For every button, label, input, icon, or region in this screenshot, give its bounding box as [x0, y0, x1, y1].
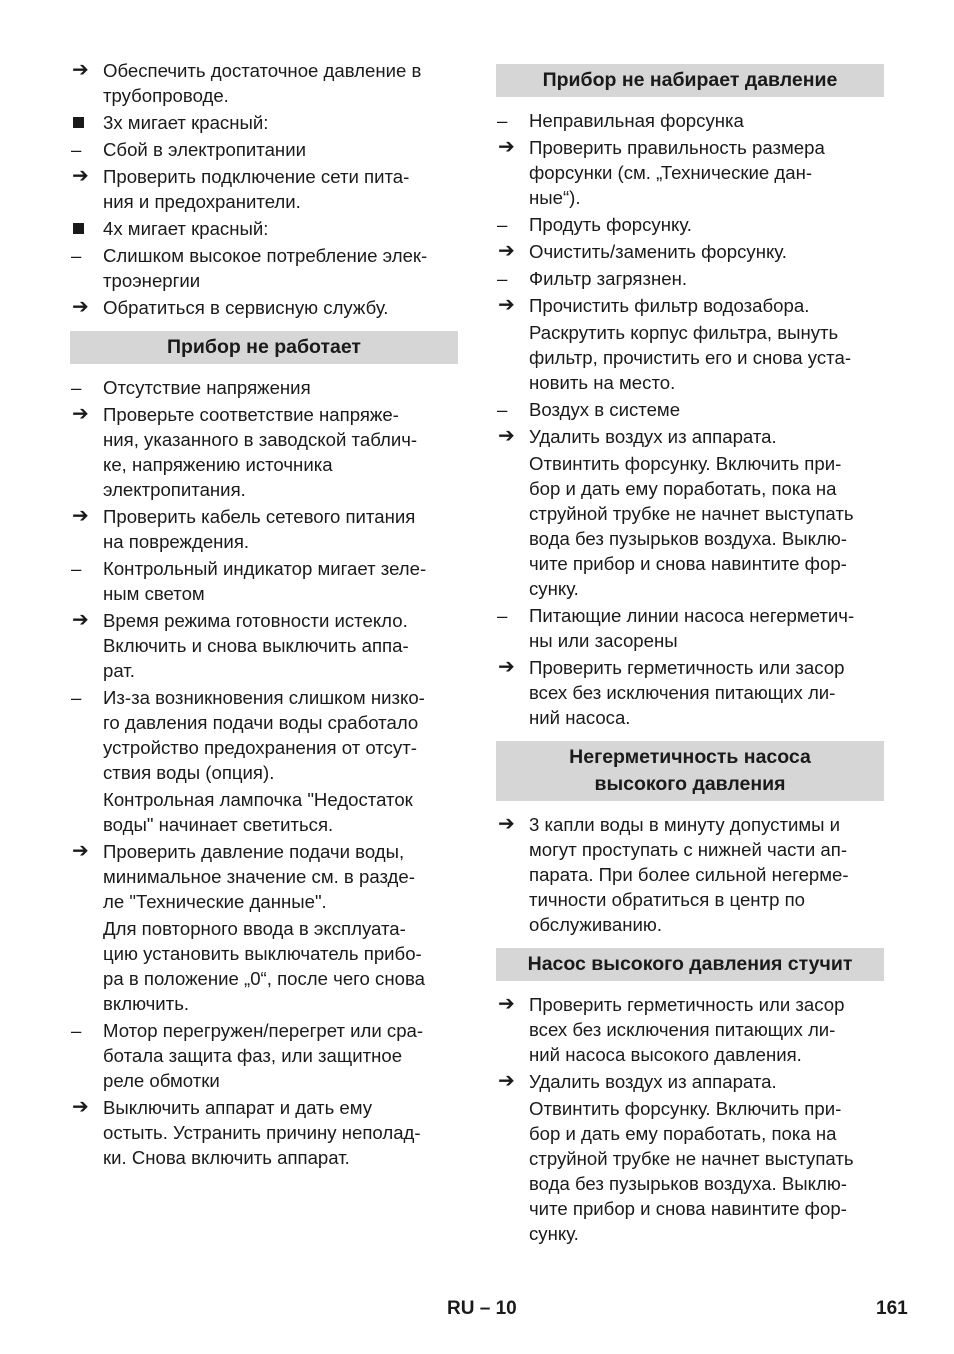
arrow-right-icon: ➔: [498, 1070, 515, 1092]
paragraph: Отвинтить форсунку. Включить при- бор и дать ему поработать, пока на струйной трубке не начнет выступать вода без пузырьков воздуха. Выклю- чите прибор и снова навинтите фор- сунку.: [529, 453, 854, 599]
dash-bullet-icon: –: [497, 110, 508, 131]
paragraph: Отвинтить форсунку. Включить при- бор и дать ему поработать, пока на струйной трубке не начнет выступать вода без пузырьков воздуха. Выклю- чите прибор и снова навинтите фор- сунку.: [529, 1098, 854, 1244]
item-text: 4x мигает красный:: [103, 218, 269, 239]
footer-lang-page: RU – 10: [447, 1298, 517, 1319]
dash-bullet-icon: –: [71, 687, 82, 708]
cause-item: [70, 137, 458, 162]
left-column: [70, 58, 458, 1172]
item-text: Контрольный индикатор мигает зеле- ным светом: [103, 558, 427, 604]
action-item: [70, 58, 458, 108]
status-item: [70, 216, 458, 241]
arrow-right-icon: ➔: [498, 294, 515, 316]
arrow-right-icon: ➔: [72, 59, 89, 81]
item-text: Удалить воздух из аппарата.: [529, 426, 777, 447]
dash-bullet-icon: –: [71, 558, 82, 579]
section-heading: Прибор не набирает давление: [496, 64, 884, 97]
dash-bullet-icon: –: [497, 605, 508, 626]
arrow-right-icon: ➔: [498, 425, 515, 447]
action-item: [496, 812, 884, 937]
action-item: [70, 402, 458, 502]
action-item: [496, 992, 884, 1067]
item-text: Фильтр загрязнен.: [529, 268, 688, 289]
action-item: [496, 239, 884, 264]
cause-item: [496, 212, 884, 237]
arrow-right-icon: ➔: [72, 609, 89, 631]
section-heading: Прибор не работает: [70, 331, 458, 364]
section-heading: Насос высокого давления стучит: [496, 948, 884, 981]
right-column: [496, 58, 884, 1248]
cause-item: [70, 375, 458, 400]
action-item: [496, 293, 884, 318]
footer-page-number: 161: [876, 1298, 908, 1319]
item-text: Из-за возникновения слишком низко- го давления подачи воды сработало устройство предохранения от отсут- ствия воды (опция).: [103, 687, 425, 783]
arrow-right-icon: ➔: [498, 993, 515, 1015]
cause-item: [496, 266, 884, 291]
arrow-right-icon: ➔: [498, 136, 515, 158]
item-text: Неправильная форсунка: [529, 110, 744, 131]
arrow-right-icon: ➔: [72, 505, 89, 527]
action-item: [496, 1069, 884, 1094]
item-text: Воздух в системе: [529, 399, 681, 420]
item-text: Выключить аппарат и дать ему остыть. Устранить причину неполад- ки. Снова включить аппарат.: [103, 1097, 421, 1168]
item-text: Питающие линии насоса негерметич- ны или засорены: [529, 605, 855, 651]
item-text: Продуть форсунку.: [529, 214, 692, 235]
paragraph: Для повторного ввода в эксплуата- цию установить выключатель прибо- ра в положение „0“, после чего снова включить.: [103, 918, 425, 1014]
arrow-right-icon: ➔: [72, 1096, 89, 1118]
item-text: 3 капли воды в минуту допустимы и могут проступать с нижней части ап- парата. При более сильной негерме- тичности обратиться в центр по обслуживанию.: [529, 814, 849, 935]
item-text: Время режима готовности истекло. Включить и снова выключить аппа- рат.: [103, 610, 409, 681]
item-text: Проверить кабель сетевого питания на повреждения.: [103, 506, 416, 552]
item-text: Проверить герметичность или засор всех без исключения питающих ли- ний насоса.: [529, 657, 845, 728]
arrow-right-icon: ➔: [498, 240, 515, 262]
arrow-right-icon: ➔: [498, 813, 515, 835]
item-text: Обратиться в сервисную службу.: [103, 297, 389, 318]
cause-item: [70, 243, 458, 293]
item-text: Удалить воздух из аппарата.: [529, 1071, 777, 1092]
item-text: Отсутствие напряжения: [103, 377, 311, 398]
item-text: Сбой в электропитании: [103, 139, 306, 160]
cause-item: [70, 556, 458, 606]
action-item: [496, 655, 884, 730]
item-text: Проверить герметичность или засор всех без исключения питающих ли- ний насоса высокого давления.: [529, 994, 845, 1065]
action-item: [70, 504, 458, 554]
item-text: Мотор перегружен/перегрет или сра- ботала защита фаз, или защитное реле обмотки: [103, 1020, 424, 1091]
action-item: [496, 135, 884, 210]
section-heading: Негерметичность насоса высокого давления: [496, 741, 884, 801]
cause-item: [496, 397, 884, 422]
dash-bullet-icon: –: [71, 139, 82, 160]
dash-bullet-icon: –: [71, 377, 82, 398]
paragraph: Контрольная лампочка "Недостаток воды" начинает светиться.: [103, 789, 413, 835]
arrow-right-icon: ➔: [72, 840, 89, 862]
cause-item: [496, 603, 884, 653]
action-item: [70, 608, 458, 683]
dash-bullet-icon: –: [71, 1020, 82, 1041]
item-text: Проверить правильность размера форсунки (см. „Технические дан- ные“).: [529, 137, 825, 208]
dash-bullet-icon: –: [71, 245, 82, 266]
dash-bullet-icon: –: [497, 214, 508, 235]
cause-item: [70, 1018, 458, 1093]
cause-item: [70, 685, 458, 785]
arrow-right-icon: ➔: [72, 165, 89, 187]
cause-item: [496, 108, 884, 133]
item-text: Обеспечить достаточное давление в трубопроводе.: [103, 60, 422, 106]
status-item: [70, 110, 458, 135]
item-text: Проверить подключение сети пита- ния и предохранители.: [103, 166, 410, 212]
paragraph: Раскрутить корпус фильтра, вынуть фильтр, прочистить его и снова уста- новить на место.: [529, 322, 852, 393]
action-item: [70, 839, 458, 914]
arrow-right-icon: ➔: [498, 656, 515, 678]
item-text: Проверить давление подачи воды, минимальное значение см. в разде- ле "Технические данные".: [103, 841, 415, 912]
item-text: Проверьте соответствие напряже- ния, указанного в заводской таблич- ке, напряжению источника электропитания.: [103, 404, 418, 500]
arrow-right-icon: ➔: [72, 296, 89, 318]
action-item: [70, 1095, 458, 1170]
action-item: [70, 295, 458, 320]
action-item: [496, 424, 884, 449]
item-text: Прочистить фильтр водозабора.: [529, 295, 810, 316]
dash-bullet-icon: –: [497, 268, 508, 289]
item-text: Слишком высокое потребление элек- троэнергии: [103, 245, 428, 291]
dash-bullet-icon: –: [497, 399, 508, 420]
arrow-right-icon: ➔: [72, 403, 89, 425]
action-item: [70, 164, 458, 214]
item-text: Очистить/заменить форсунку.: [529, 241, 787, 262]
item-text: 3x мигает красный:: [103, 112, 269, 133]
